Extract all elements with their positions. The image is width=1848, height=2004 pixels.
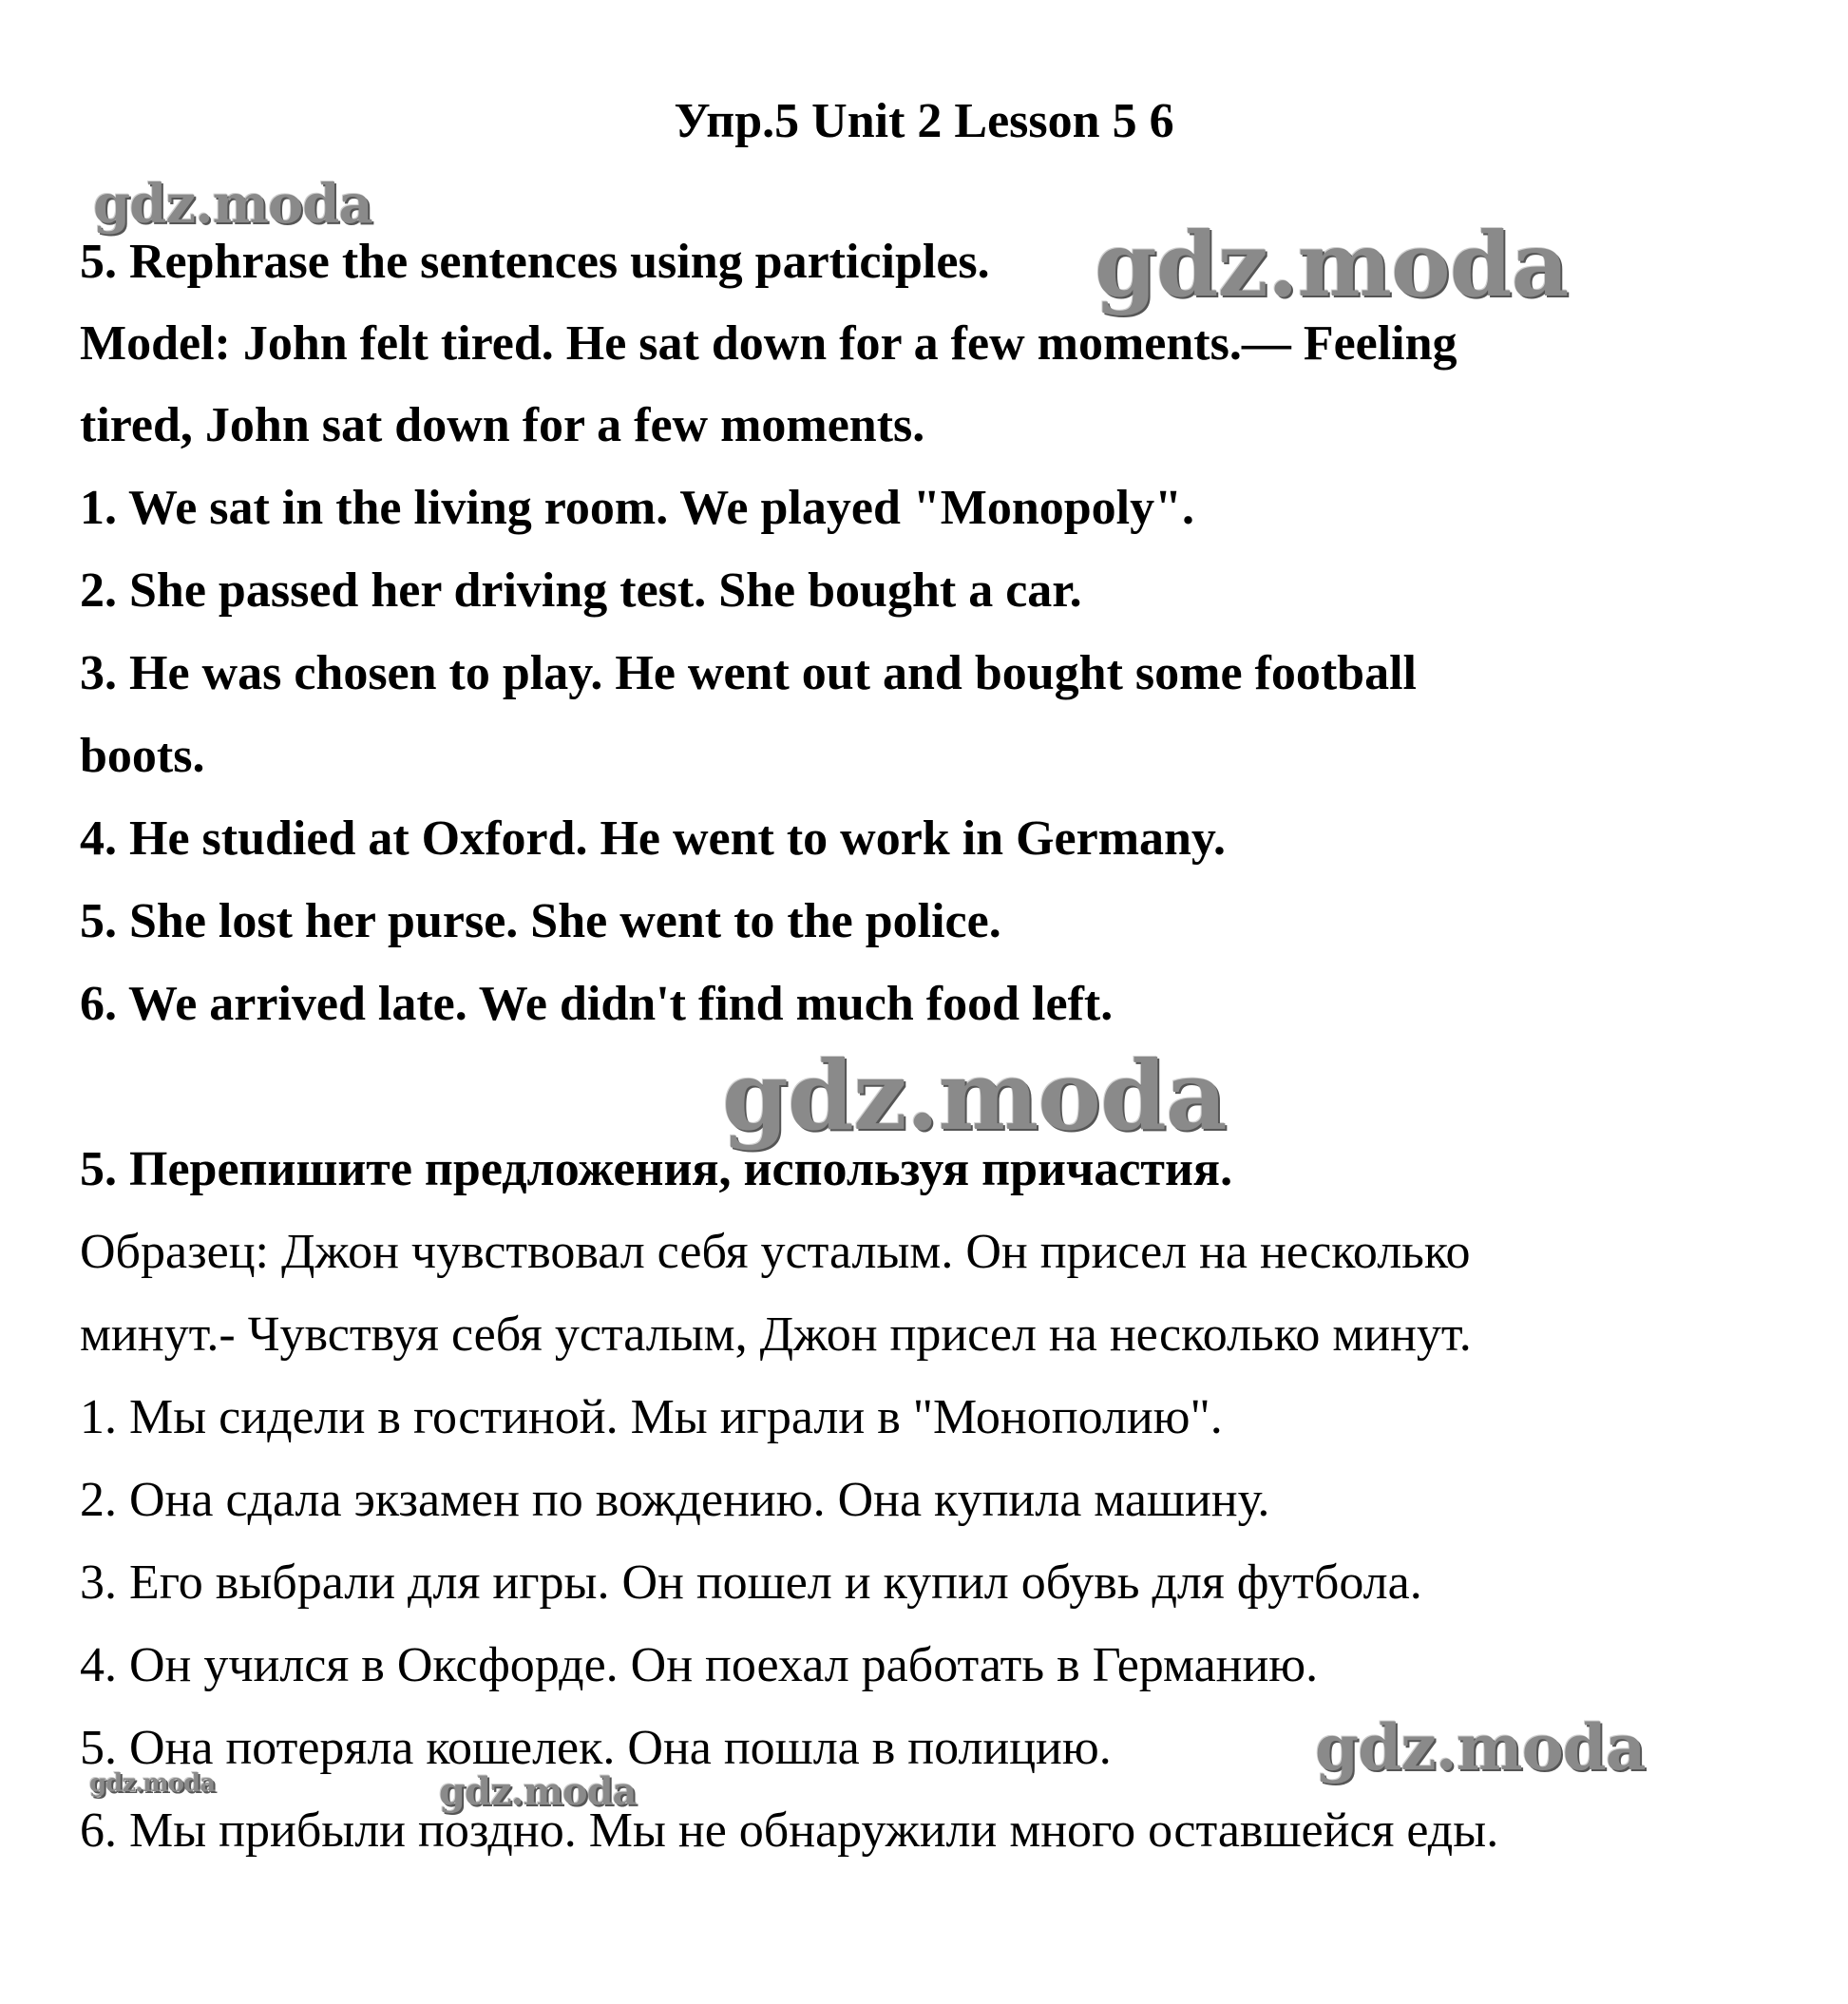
russian-item-6: 6. Мы прибыли поздно. Мы не обнаружили много оставшейся еды. [80,1804,1499,1858]
english-model-line-2: tired, John sat down for a few moments. [80,398,925,452]
english-item-5: 5. She lost her purse. She went to the police. [80,894,1001,948]
english-item-3-line-1: 3. He was chosen to play. He went out and bought some football [80,646,1417,700]
russian-model-line-1: Образец: Джон чувствовал себя усталым. Он присел на несколько [80,1225,1471,1279]
russian-model-line-2: минут.- Чувствуя себя усталым, Джон присел на несколько минут. [80,1307,1472,1362]
watermark-logo: gdz.moda [93,173,372,236]
watermark-logo: gdz.moda [89,1769,216,1798]
russian-item-4: 4. Он учился в Оксфорде. Он поехал работать в Германию. [80,1638,1319,1692]
english-task-heading: 5. Rephrase the sentences using participles. [80,235,990,289]
english-item-6: 6. We arrived late. We didn't find much food left. [80,977,1114,1031]
russian-task-heading: 5. Перепишите предложения, используя причастия. [80,1142,1233,1196]
russian-item-5: 5. Она потеряла кошелек. Она пошла в полицию. [80,1721,1112,1775]
english-item-3-line-2: boots. [80,729,205,783]
english-item-2: 2. She passed her driving test. She bought a car. [80,563,1082,618]
english-model-line-1: Model: John felt tired. He sat down for a few moments.— Feeling [80,316,1457,371]
watermark-logo: gdz.moda [1315,1710,1646,1785]
russian-item-1: 1. Мы сидели в гостиной. Мы играли в "Монополию". [80,1390,1223,1444]
russian-item-3: 3. Его выбрали для игры. Он пошел и купил обувь для футбола. [80,1555,1422,1610]
page-title: Упр.5 Unit 2 Lesson 5 6 [674,94,1174,148]
english-item-1: 1. We sat in the living room. We played "Monopoly". [80,481,1194,535]
russian-item-2: 2. Она сдала экзамен по вождению. Она купила машину. [80,1473,1270,1527]
watermark-logo: gdz.moda [1095,213,1569,317]
english-item-4: 4. He studied at Oxford. He went to work in Germany. [80,811,1227,866]
watermark-logo: gdz.moda [722,1040,1227,1152]
watermark-logo: gdz.moda [439,1769,637,1814]
